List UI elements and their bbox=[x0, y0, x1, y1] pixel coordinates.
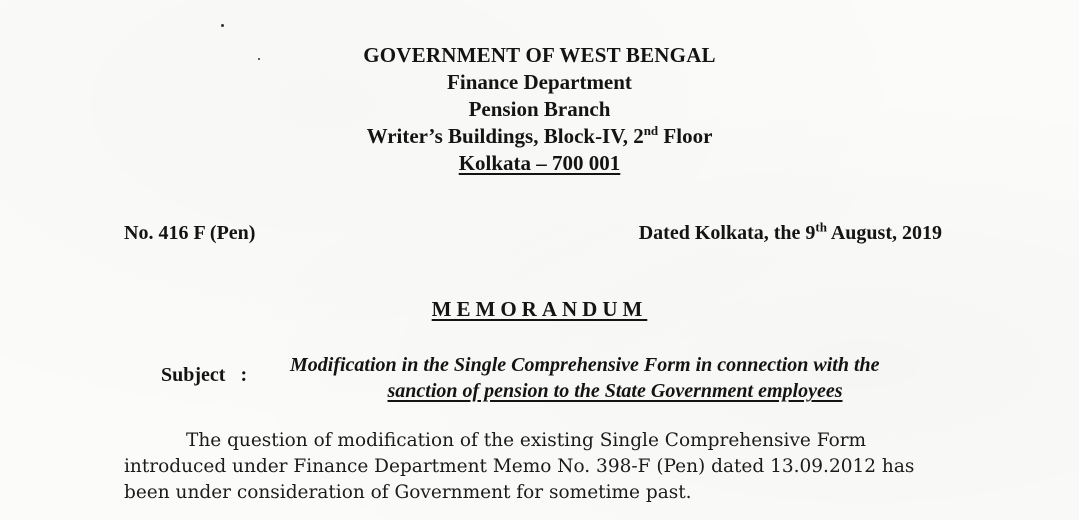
city-line bbox=[0, 150, 1079, 177]
memo-body bbox=[124, 428, 942, 506]
letterhead bbox=[0, 42, 1079, 177]
branch-name: Pension Branch bbox=[468, 97, 611, 121]
memo-date bbox=[638, 219, 942, 245]
body-line-1: The question of modification of the existing Single Comprehensive Form bbox=[186, 430, 867, 451]
date-prefix: Dated Kolkata, the 9 bbox=[638, 222, 816, 244]
city-pincode: Kolkata – 700 001 bbox=[458, 151, 621, 175]
address-superscript: nd bbox=[643, 123, 659, 138]
office-address bbox=[0, 123, 1079, 150]
address-tail: Floor bbox=[658, 124, 713, 148]
scan-speck bbox=[221, 24, 224, 27]
memorandum-heading bbox=[0, 297, 1079, 322]
body-line-3: been under consideration of Government for sometime past. bbox=[124, 482, 692, 503]
memo-number: No. 416 F (Pen) bbox=[124, 222, 256, 244]
date-superscript: th bbox=[815, 219, 827, 235]
date-suffix: August, 2019 bbox=[826, 222, 942, 244]
subject-line-2: sanction of pension to the State Government employees bbox=[387, 380, 843, 402]
address-main: Writer’s Buildings, Block-IV, 2 bbox=[366, 124, 644, 148]
department-name: Finance Department bbox=[447, 70, 632, 94]
government-name: GOVERNMENT OF WEST BENGAL bbox=[363, 43, 716, 67]
subject-line-1: Modification in the Single Comprehensive Form in connection with the bbox=[290, 354, 880, 376]
memorandum-title: MEMORANDUM bbox=[431, 297, 648, 321]
body-line-2: introduced under Finance Department Memo No. 398-F (Pen) dated 13.09.2012 has bbox=[124, 456, 915, 477]
subject-text bbox=[290, 352, 940, 404]
subject-label: Subject : bbox=[161, 364, 248, 386]
